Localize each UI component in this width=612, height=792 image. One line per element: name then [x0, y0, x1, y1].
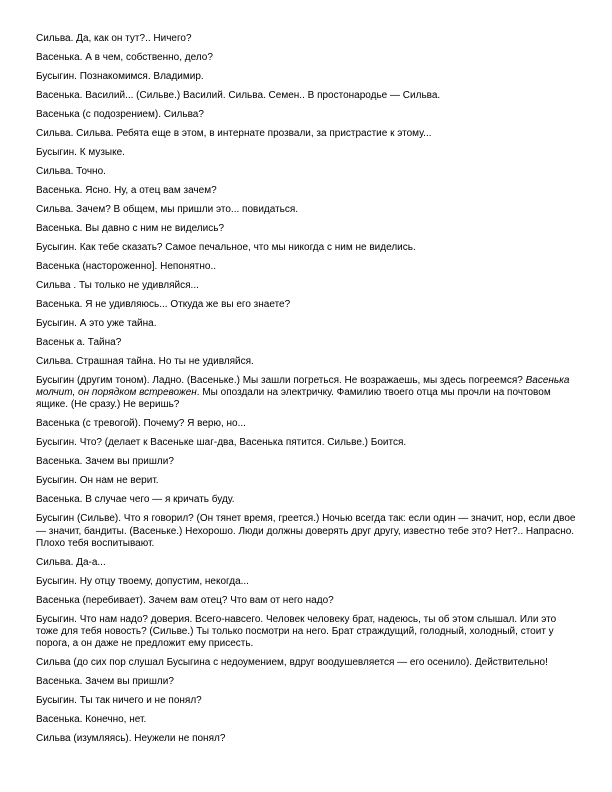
dialogue-line — [36, 513, 581, 550]
dialogue-line — [36, 475, 581, 487]
dialogue-line — [36, 614, 581, 651]
stage-direction-italic: Васенька молчит, он порядком встревожен — [36, 375, 570, 399]
line-text: Васеньк а. Тайна? — [36, 337, 122, 348]
dialogue-line — [36, 418, 581, 430]
line-text: Васенька (с тревогой). Почему? Я верю, но... — [36, 418, 246, 430]
line-text: Сильва. Да-а... — [36, 556, 106, 568]
line-text: Сильва (до сих пор слушал Бусыгина с недоумением, вдруг воодушевляется — его осенило). Действительно! — [36, 657, 548, 669]
dialogue-line — [36, 557, 581, 569]
dialogue-line — [36, 204, 581, 216]
line-text: Бусыгин. Что нам надо? доверия. Всего-навсего. Человек человеку брат, надеюсь, ты об этом слышал. Или это тоже для тебя новость? (Сильве.) Ты только посмотри на него. Брат страждущий, голодный, холодный, стоит у порога, а он даже не предложит ему присесть. — [36, 613, 557, 650]
dialogue-line — [36, 185, 581, 197]
dialogue-line — [36, 147, 581, 159]
dialogue-line — [36, 657, 581, 669]
line-text: Васенька. Василий... (Сильве.) Василий. Сильва. Семен.. В простонародье — Сильва. — [36, 90, 441, 101]
line-text: Сильва. Зачем? В общем, мы пришли это... повидаться. — [36, 204, 299, 215]
line-text: Бусыгин. Ну отцу твоему, допустим, некогда... — [36, 575, 249, 587]
dialogue-line — [36, 695, 581, 707]
dialogue-line — [36, 375, 581, 412]
line-text: Васенька. Вы давно с ним не виделись? — [36, 223, 225, 234]
line-text: Васенька. Зачем вы пришли? — [36, 456, 174, 468]
dialogue-text — [36, 33, 581, 752]
line-text: Сильва. Да, как он тут?.. Ничего? — [36, 33, 192, 44]
dialogue-line — [36, 595, 581, 607]
line-text: Васенька. Я не удивляюсь... Откуда же вы его знаете? — [36, 299, 291, 310]
dialogue-line — [36, 33, 581, 45]
line-text: Бусыгин. Как тебе сказать? Самое печальное, что мы никогда с ним не виделись. — [36, 242, 416, 253]
dialogue-line — [36, 456, 581, 468]
line-text: Сильва. Сильва. Ребята еще в этом, в интернате прозвали, за пристрастие к этому... — [36, 128, 432, 139]
dialogue-line — [36, 90, 581, 102]
dialogue-line — [36, 166, 581, 178]
line-text: Бусыгин. Познакомимся. Владимир. — [36, 71, 204, 82]
dialogue-line — [36, 356, 581, 368]
dialogue-line — [36, 337, 581, 349]
line-text: Бусыгин (Сильве). Что я говорил? (Он тянет время, греется.) Ночью всегда так: если один — значит, нор, если двое — значит, бандиты. (Васеньке.) Нехорошо. Люди должны доверять друг другу, известно тебе это? Нет?.. Напрасно. Плохо тебя воспитывают. — [36, 513, 576, 549]
dialogue-line — [36, 128, 581, 140]
line-text: Бусыгин. К музыке. — [36, 147, 125, 158]
line-text: Бусыгин. Что? (делает к Васеньке шаг-два, Васенька пятится. Сильве.) Боится. — [36, 437, 407, 449]
dialogue-line — [36, 242, 581, 254]
dialogue-line — [36, 299, 581, 311]
dialogue-line — [36, 576, 581, 588]
dialogue-line — [36, 71, 581, 83]
line-text: Васенька (перебивает). Зачем вам отец? Что вам от него надо? — [36, 594, 334, 606]
line-text: . Мы опоздали на электричку. Фамилию твоего отца мы прочли на почтовом ящике. (Не сразу.) Не веришь? — [36, 387, 551, 411]
line-text: Васенька (настороженно]. Непонятно.. — [36, 261, 217, 272]
line-text: Бусыгин. Он нам не верит. — [36, 475, 159, 487]
line-text: Сильва . Ты только не удивляйся... — [36, 280, 199, 291]
dialogue-line — [36, 676, 581, 688]
dialogue-line — [36, 714, 581, 726]
dialogue-line — [36, 494, 581, 506]
line-text: Бусыгин. А это уже тайна. — [36, 318, 157, 329]
dialogue-line — [36, 318, 581, 330]
dialogue-line — [36, 223, 581, 235]
line-text: Бусыгин. Ты так ничего и не понял? — [36, 695, 202, 707]
line-text: Бусыгин (другим тоном). Ладно. (Васеньке.) Мы зашли погреться. Не возражаешь, мы здесь погреемся? — [36, 375, 526, 386]
line-text: Васенька. Ясно. Ну, а отец вам зачем? — [36, 185, 217, 196]
line-text: Сильва (изумляясь). Неужели не понял? — [36, 733, 226, 745]
dialogue-line — [36, 52, 581, 64]
line-text: Сильва. Страшная тайна. Но ты не удивляйся. — [36, 356, 254, 367]
dialogue-line — [36, 733, 581, 745]
dialogue-line — [36, 109, 581, 121]
line-text: Васенька. Зачем вы пришли? — [36, 676, 174, 688]
line-text: Сильва. Точно. — [36, 166, 106, 177]
line-text: Васенька (с подозрением). Сильва? — [36, 109, 204, 120]
dialogue-line — [36, 437, 581, 449]
line-text: Васенька. Конечно, нет. — [36, 714, 147, 726]
dialogue-line — [36, 261, 581, 273]
line-text: Васенька. В случае чего — я кричать буду. — [36, 494, 235, 506]
line-text: Васенька. А в чем, собственно, дело? — [36, 52, 213, 63]
dialogue-line — [36, 280, 581, 292]
